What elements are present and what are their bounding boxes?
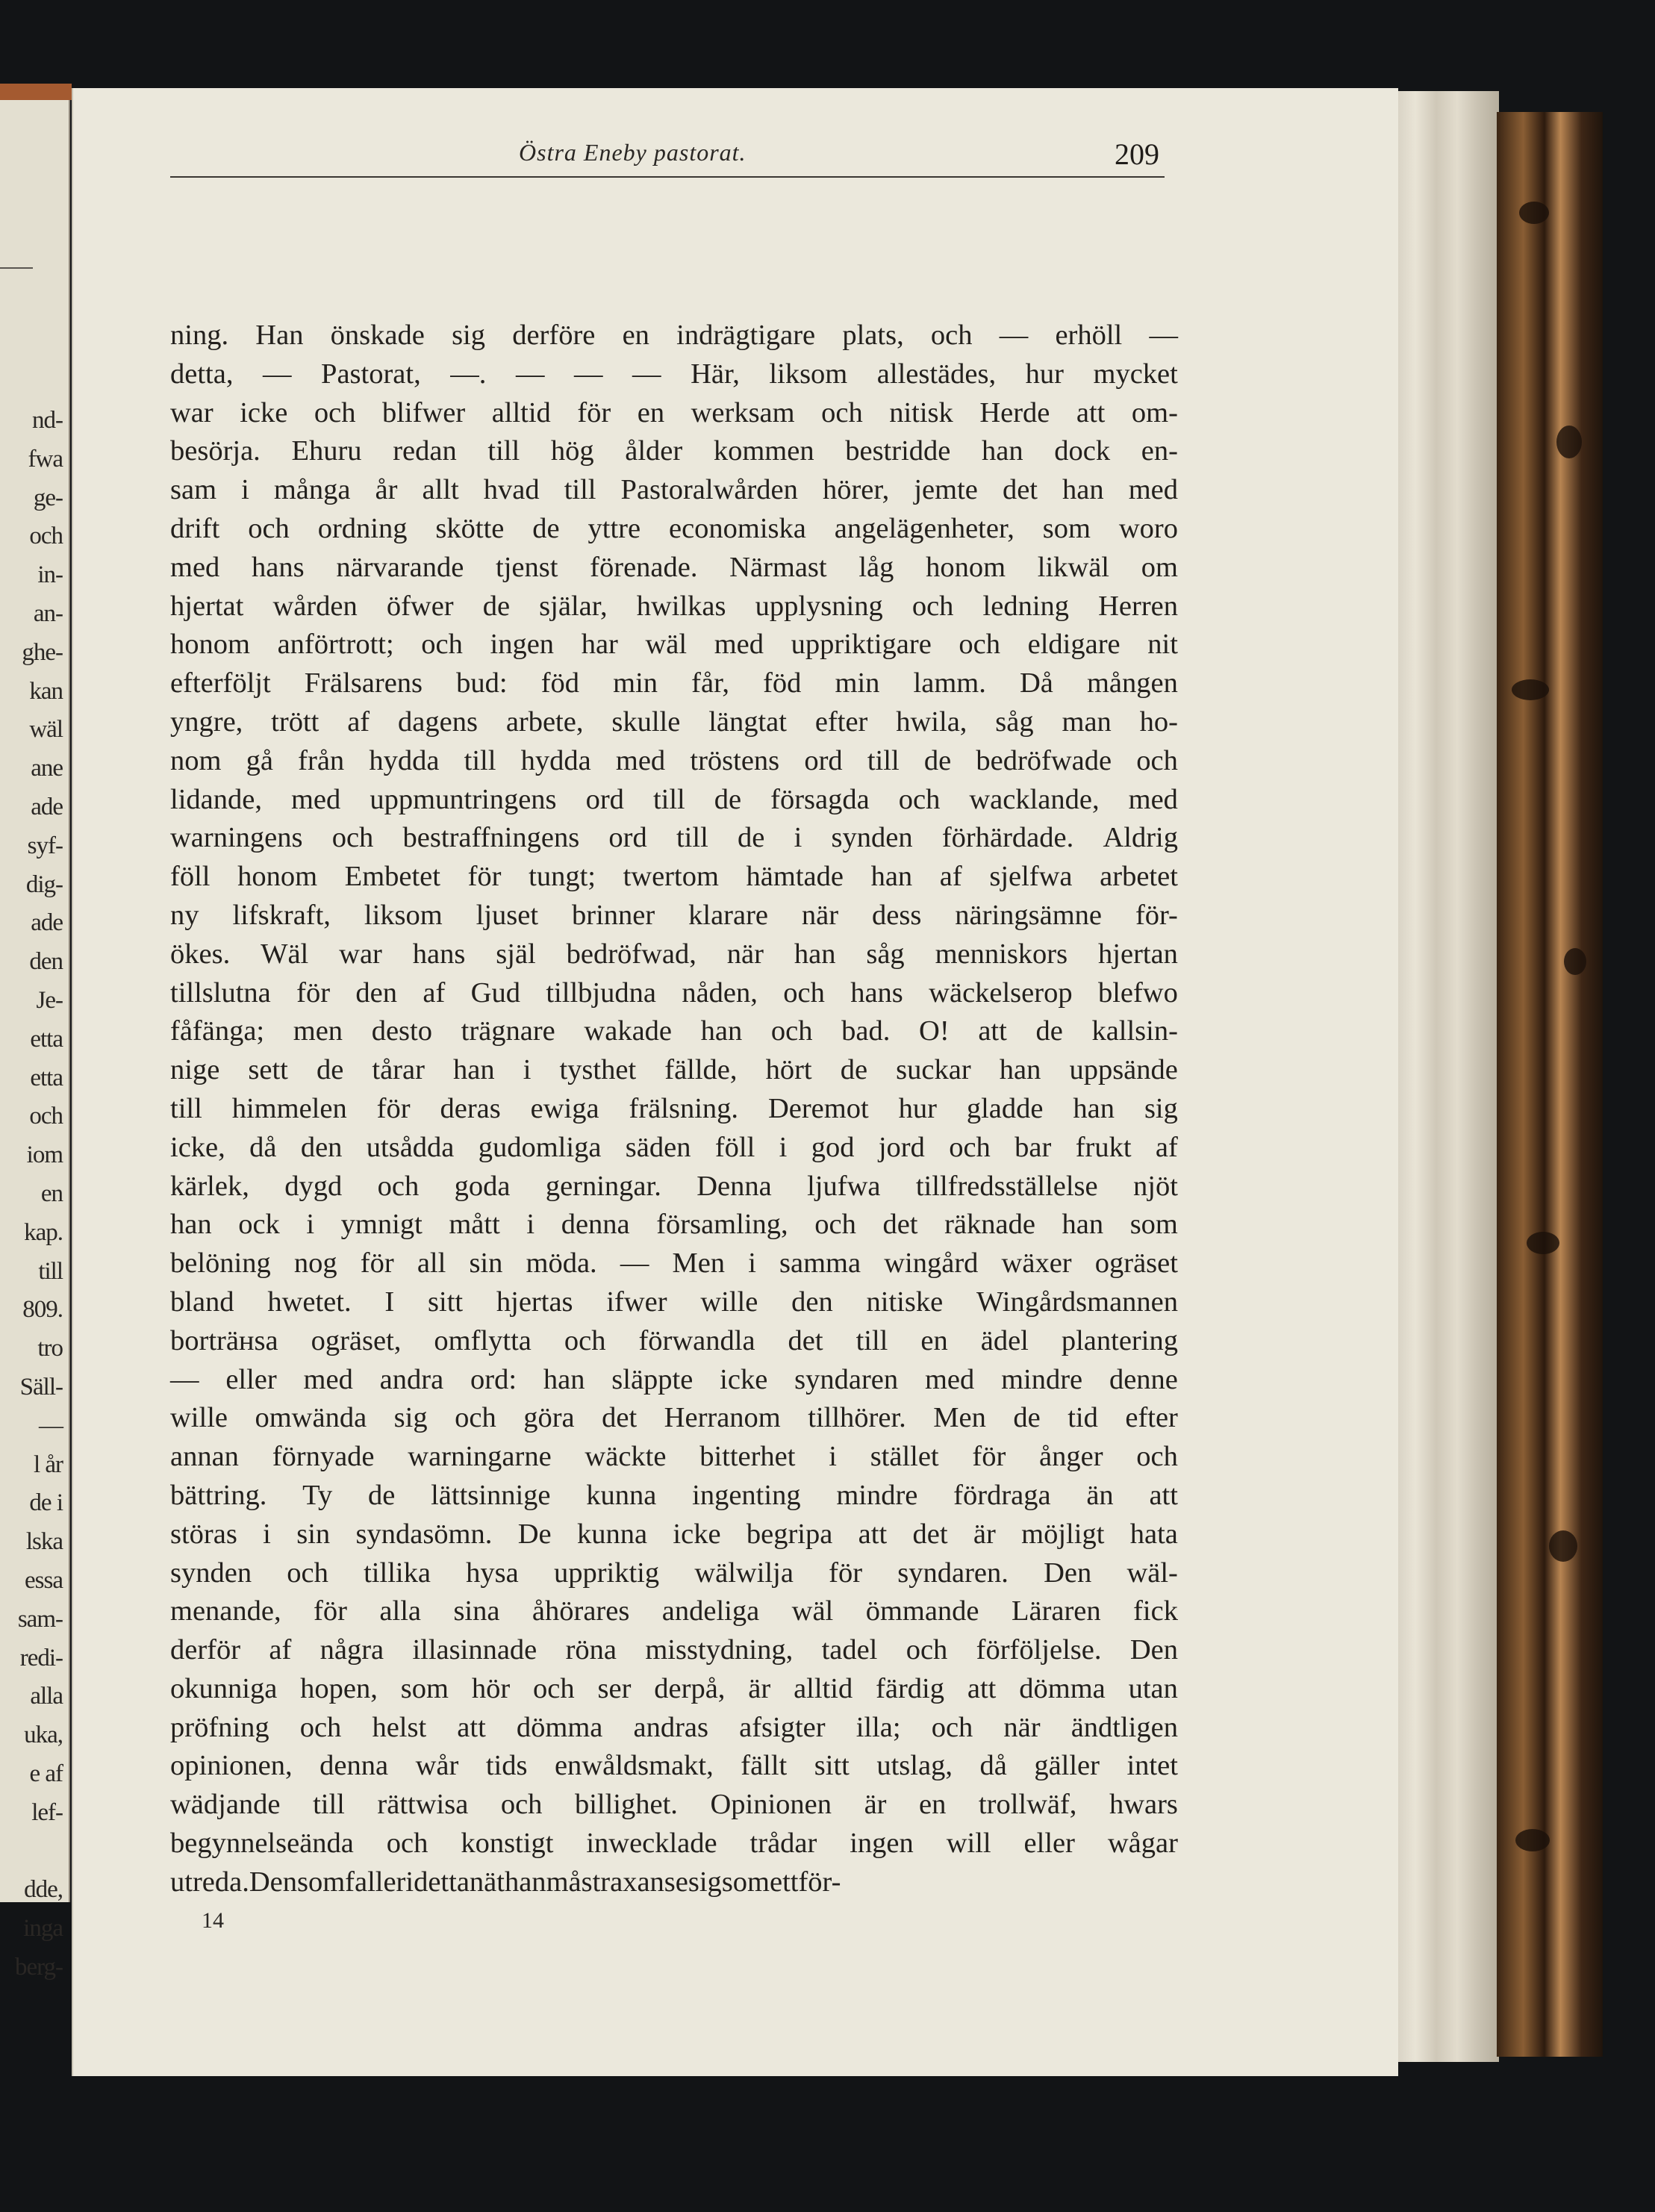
previous-page-fragment: dde, <box>24 1876 63 1904</box>
text-line: warningens och bestraffningens ord till de i synden förhärdade. Aldrig <box>170 822 1178 854</box>
previous-page-fragment: Säll- <box>19 1373 63 1401</box>
previous-page-fragment: syf- <box>27 832 63 859</box>
text-line: besörja. Ehuru redan till hög ålder kommen bestridde han dock en- <box>170 435 1178 467</box>
text-line: wille omwända sig och göra det Herranom tillhörer. Men de tid efter <box>170 1402 1178 1434</box>
text-line: detta, — Pastorat, —. — — — Här, liksom allestädes, hur mycket <box>170 358 1178 390</box>
text-line: bland hwetet. I sitt hjertas ifwer wille den nitiske Wingårdsmannen <box>170 1286 1178 1318</box>
text-line: med hans närvarande tjenst förenade. Närmast låg honom likwäl om <box>170 551 1178 583</box>
text-line: okunniga hopen, som hör och ser derpå, är alltid färdig att dömma utan <box>170 1672 1178 1704</box>
previous-page-fragment <box>0 1832 63 1871</box>
previous-page-fragment: kap. <box>24 1218 63 1246</box>
cover-spot <box>1556 426 1582 458</box>
previous-page-fragment: de i <box>29 1489 63 1517</box>
running-head: Östra Eneby pastorat. <box>519 139 747 166</box>
previous-page-fragment: Je- <box>36 986 63 1014</box>
text-line: fåfänga; men desto trägnare wakade han och bad. O! att de kallsin- <box>170 1015 1178 1047</box>
text-line: sam i många år allt hvad till Pastoralwården hörer, jemte det han med <box>170 474 1178 506</box>
previous-page-fragment: wäl <box>29 716 63 744</box>
previous-page-fragment: fwa <box>28 445 63 473</box>
text-line: ökes. Wäl war hans själ bedröfwad, när han såg menniskors hjertan <box>170 938 1178 970</box>
text-line: hjertat wården öfwer de själar, hwilkas upplysning och ledning Herren <box>170 590 1178 622</box>
text-line: störas i sin syndasömn. De kunna icke begripa att det är möjligt hata <box>170 1518 1178 1550</box>
text-line: ning. Han önskade sig derföre en indrägtigare plats, och — erhöll — <box>170 320 1178 351</box>
previous-page-fragment: tro <box>37 1335 63 1362</box>
previous-page-fragment: och <box>29 1103 63 1130</box>
page-edge-coloring <box>0 84 72 100</box>
text-line: icke, då den utsådda gudomliga säden föll i god jord och bar frukt af <box>170 1131 1178 1163</box>
text-line: pröfning och helst att dömma andras afsigter illa; och när ändtligen <box>170 1711 1178 1743</box>
previous-page-rule <box>0 267 33 269</box>
previous-page-fragment: kan <box>29 677 63 705</box>
page-number: 209 <box>1115 137 1159 171</box>
previous-page-fragment: e af <box>29 1760 63 1787</box>
previous-page-fragment: lef- <box>31 1798 63 1826</box>
text-line: efterföljt Frälsarens bud: föd min får, föd min lamm. Då mången <box>170 667 1178 700</box>
previous-page-fragment: en <box>40 1180 63 1207</box>
previous-page-text-fragments <box>0 402 63 1987</box>
text-line: begynnelseända och konstigt inwecklade trådar ingen will eller wågar <box>170 1828 1178 1860</box>
text-line: tillslutna för den af Gud tillbjudna nåden, och hans wäckelserop blefwo <box>170 976 1178 1009</box>
header-rule <box>170 176 1165 178</box>
text-line: yngre, trött af dagens arbete, skulle längtat efter hwila, såg man ho- <box>170 705 1178 738</box>
text-line: han ock i ymnigt mått i denna församling, och det räknade han som <box>170 1209 1178 1241</box>
cover-spot <box>1515 1829 1550 1851</box>
previous-page-fragment: etta <box>30 1064 63 1091</box>
previous-page-fragment: till <box>38 1257 63 1285</box>
previous-page-fragment: ade <box>31 909 63 937</box>
signature-mark: 14 <box>202 1908 224 1933</box>
cover-spot <box>1564 948 1586 975</box>
text-line: war icke och blifwer alltid för en werksam och nitisk Herde att om- <box>170 396 1178 429</box>
text-line: utreda. Den som faller i detta nät han må strax anse sig som ett för- <box>170 1866 841 1898</box>
previous-page-fragment: och <box>29 523 63 550</box>
cover-spot <box>1519 202 1549 224</box>
previous-page-fragment: alla <box>30 1683 63 1710</box>
cover-spot <box>1549 1530 1577 1562</box>
text-line: annan förnyade warningarne wäckte bitterhet i stället för ånger och <box>170 1441 1178 1473</box>
previous-page-fragment: ade <box>31 793 63 820</box>
text-line: borträнsa ogräset, omflytta och förwandla det till en ädel plantering <box>170 1324 1178 1356</box>
previous-page-fragment: uka, <box>24 1722 63 1749</box>
text-line: — eller med andra ord: han släppte icke syndaren med mindre denne <box>170 1363 1178 1395</box>
previous-page-fragment: l år <box>33 1451 63 1478</box>
previous-page-fragment: — <box>39 1412 63 1439</box>
body-text <box>170 317 1178 1902</box>
page-block-edge <box>1394 91 1499 2062</box>
previous-page-fragment: dig- <box>25 870 63 898</box>
cover-spot <box>1512 679 1549 700</box>
text-line: ny lifskraft, liksom ljuset brinner klarare när dess näringsämne för- <box>170 899 1178 931</box>
previous-page-fragment: ghe- <box>22 638 63 666</box>
text-line: kärlek, dygd och goda gerningar. Denna ljufwa tillfredsställelse njöt <box>170 1170 1178 1202</box>
previous-page-fragment: nd- <box>32 407 63 434</box>
previous-page-fragment: redi- <box>19 1644 63 1672</box>
previous-page-fragment: berg- <box>14 1953 63 1981</box>
text-line: synden och tillika hysa uppriktig wälwilja för syndaren. Den wäl- <box>170 1557 1178 1589</box>
text-line: drift och ordning skötte de yttre economiska angelägenheter, som woro <box>170 512 1178 544</box>
previous-page-fragment: ane <box>31 755 63 782</box>
text-line: belöning nog för all sin möda. — Men i samma wingård wäxer ogräset <box>170 1247 1178 1280</box>
cover-spot <box>1527 1232 1559 1254</box>
text-line: wädjande till rättwisa och billighet. Opinionen är en trollwäf, hwars <box>170 1789 1178 1821</box>
previous-page-fragment: inga <box>23 1915 63 1942</box>
text-line: menande, för alla sina åhörares andeliga wäl ömmande Läraren fick <box>170 1595 1178 1627</box>
text-line: opinionen, denna wår tids enwåldsmakt, fällt sitt utslag, då gäller intet <box>170 1750 1178 1782</box>
previous-page-edge <box>0 88 70 1981</box>
previous-page-fragment: den <box>29 948 63 976</box>
previous-page-fragment: an- <box>33 599 63 627</box>
text-line: derför af några illasinnade röna misstydning, tadel och förföljelse. Den <box>170 1634 1178 1666</box>
previous-page-fragment: 809. <box>22 1296 63 1324</box>
text-line: lidande, med uppmuntringens ord till de försagda och wacklande, med <box>170 783 1178 815</box>
text-line: nige sett de tårar han i tysthet fällde, hört de suckar han uppsände <box>170 1054 1178 1086</box>
previous-page-fragment: ge- <box>33 484 63 511</box>
text-line: bättring. Ty de lättsinnige kunna ingenting mindre fördraga än att <box>170 1479 1178 1511</box>
text-line: nom gå från hydda till hydda med tröstens ord till de bedröfwade och <box>170 744 1178 776</box>
marbled-cover <box>1497 112 1603 2057</box>
previous-page-fragment: iom <box>26 1141 63 1169</box>
text-line: honom anförtrott; och ingen har wäl med uppriktigare och eldigare nit <box>170 629 1178 661</box>
previous-page-fragment: lska <box>25 1528 63 1556</box>
previous-page-fragment: etta <box>30 1025 63 1053</box>
previous-page-fragment: in- <box>37 561 63 589</box>
text-line: till himmelen för deras ewiga frälsning. Deremot hur gladde han sig <box>170 1092 1178 1124</box>
previous-page-fragment: essa <box>25 1566 63 1594</box>
text-line: föll honom Embetet för tungt; twertom hämtade han af sjelfwa arbetet <box>170 861 1178 893</box>
previous-page-fragment: sam- <box>17 1605 63 1633</box>
